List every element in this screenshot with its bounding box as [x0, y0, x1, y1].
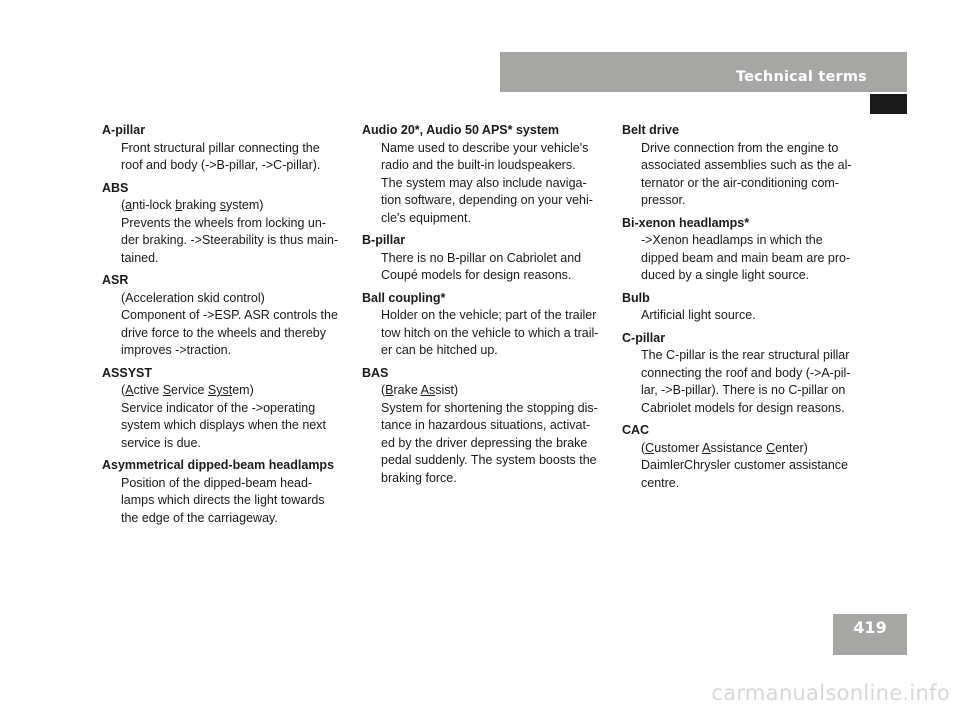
term-definition-line: dipped beam and main beam are pro-: [641, 250, 851, 265]
term-definition-line: the edge of the carriageway.: [121, 510, 278, 525]
term-definition-line: associated assemblies such as the al-: [641, 158, 852, 172]
term-definition-line: tow hitch on the vehicle to which a trail-: [381, 325, 599, 340]
term-definition-line: Drive connection from the engine to: [641, 140, 839, 155]
glossary-entry: [622, 122, 872, 210]
page-number: 419: [853, 618, 887, 637]
term-title: Bulb: [622, 290, 650, 305]
page-header-title: Technical terms: [735, 69, 867, 85]
term-definition-line: connecting the roof and body (->A-pil-: [641, 365, 851, 380]
term-definition-line: Artificial light source.: [641, 308, 756, 322]
term-definition-line: There is no B-pillar on Cabriolet and: [381, 250, 582, 265]
term-definition-line: DaimlerChrysler customer assistance: [641, 458, 849, 472]
header-bar: [500, 52, 907, 92]
term-definition-line: tion software, depending on your vehi-: [381, 193, 593, 207]
term-definition-line: (Acceleration skid control): [121, 290, 265, 305]
term-definition-line: Prevents the wheels from locking un-: [121, 215, 326, 230]
term-title: C-pillar: [622, 330, 666, 345]
term-title: Asymmetrical dipped-beam headlamps: [102, 458, 335, 472]
glossary-entry: [622, 330, 872, 418]
glossary-entry: [102, 180, 352, 268]
term-definition-line: radio and the built-in loudspeakers.: [381, 158, 576, 172]
term-definition-line: (Active Service System): [121, 383, 254, 397]
term-definition-line: centre.: [641, 475, 680, 490]
term-title: ABS: [102, 180, 129, 195]
term-definition-line: lar, ->B-pillar). There is no C-pillar on: [641, 383, 846, 397]
glossary-entry: [102, 122, 352, 175]
term-definition-line: drive force to the wheels and thereby: [121, 325, 326, 340]
glossary-entry: [362, 122, 612, 227]
term-title: Bi-xenon headlamps*: [622, 215, 750, 230]
term-definition-line: Holder on the vehicle; part of the trailer: [381, 308, 597, 322]
term-definition-line: der braking. ->Steerability is thus main-: [121, 233, 339, 247]
glossary-entry: [362, 290, 612, 360]
term-definition-line: braking force.: [381, 470, 457, 485]
glossary-entry: [102, 272, 352, 360]
term-definition-line: ->Xenon headlamps in which the: [641, 233, 823, 247]
term-definition-line: Service indicator of the ->operating: [121, 400, 316, 415]
term-title: Ball coupling*: [362, 290, 446, 305]
term-definition-line: (Customer Assistance Center): [641, 440, 808, 455]
term-title: Audio 20*, Audio 50 APS* system: [362, 123, 560, 137]
term-definition-line: (Brake Assist): [381, 383, 459, 397]
term-definition-line: cle's equipment.: [381, 210, 471, 225]
glossary-column-3: [622, 122, 872, 497]
term-definition-line: Coupé models for design reasons.: [381, 268, 572, 282]
term-definition-line: Position of the dipped-beam head-: [121, 475, 313, 490]
page-number-box: [833, 614, 907, 655]
term-title: Belt drive: [622, 123, 679, 137]
term-title: ASR: [102, 273, 129, 287]
term-definition-line: (anti-lock braking system): [121, 198, 264, 212]
term-definition-line: Name used to describe your vehicle's: [381, 140, 589, 155]
term-definition-line: system which displays when the next: [121, 418, 326, 432]
term-definition-line: service is due.: [121, 435, 201, 450]
glossary-column-1: [102, 122, 352, 532]
glossary-entry: [622, 422, 872, 492]
glossary-entry: [102, 457, 352, 527]
term-definition-line: Cabriolet models for design reasons.: [641, 400, 845, 415]
term-definition-line: The system may also include naviga-: [381, 175, 587, 190]
glossary-entry: [362, 365, 612, 488]
term-definition-line: tance in hazardous situations, activat-: [381, 418, 591, 432]
term-title: ASSYST: [102, 365, 153, 380]
term-title: A-pillar: [102, 123, 146, 137]
term-title: CAC: [622, 423, 650, 437]
term-definition-line: Front structural pillar connecting the: [121, 140, 320, 155]
term-definition-line: pedal suddenly. The system boosts the: [381, 453, 597, 467]
term-definition-line: ed by the driver depressing the brake: [381, 435, 588, 450]
glossary-entry: [362, 232, 612, 285]
term-definition-line: Component of ->ESP. ASR controls the: [121, 308, 338, 322]
term-title: B-pillar: [362, 233, 406, 247]
term-definition-line: roof and body (->B-pillar, ->C-pillar).: [121, 158, 321, 172]
term-definition-line: improves ->traction.: [121, 343, 232, 357]
section-marker: [870, 94, 907, 114]
glossary-entry: [622, 215, 872, 285]
glossary-entry: [622, 290, 872, 325]
term-definition-line: er can be hitched up.: [381, 343, 498, 357]
term-definition-line: lamps which directs the light towards: [121, 493, 325, 507]
glossary-entry: [102, 365, 352, 453]
term-definition-line: The C-pillar is the rear structural pillar: [641, 348, 850, 362]
term-definition-line: tained.: [121, 250, 159, 265]
glossary-column-2: [362, 122, 612, 492]
term-title: BAS: [362, 365, 389, 380]
term-definition-line: duced by a single light source.: [641, 268, 810, 282]
watermark: carmanualsonline.info: [711, 681, 950, 705]
term-definition-line: System for shortening the stopping dis-: [381, 400, 598, 415]
term-definition-line: pressor.: [641, 193, 686, 207]
term-definition-line: ternator or the air-conditioning com-: [641, 175, 840, 190]
